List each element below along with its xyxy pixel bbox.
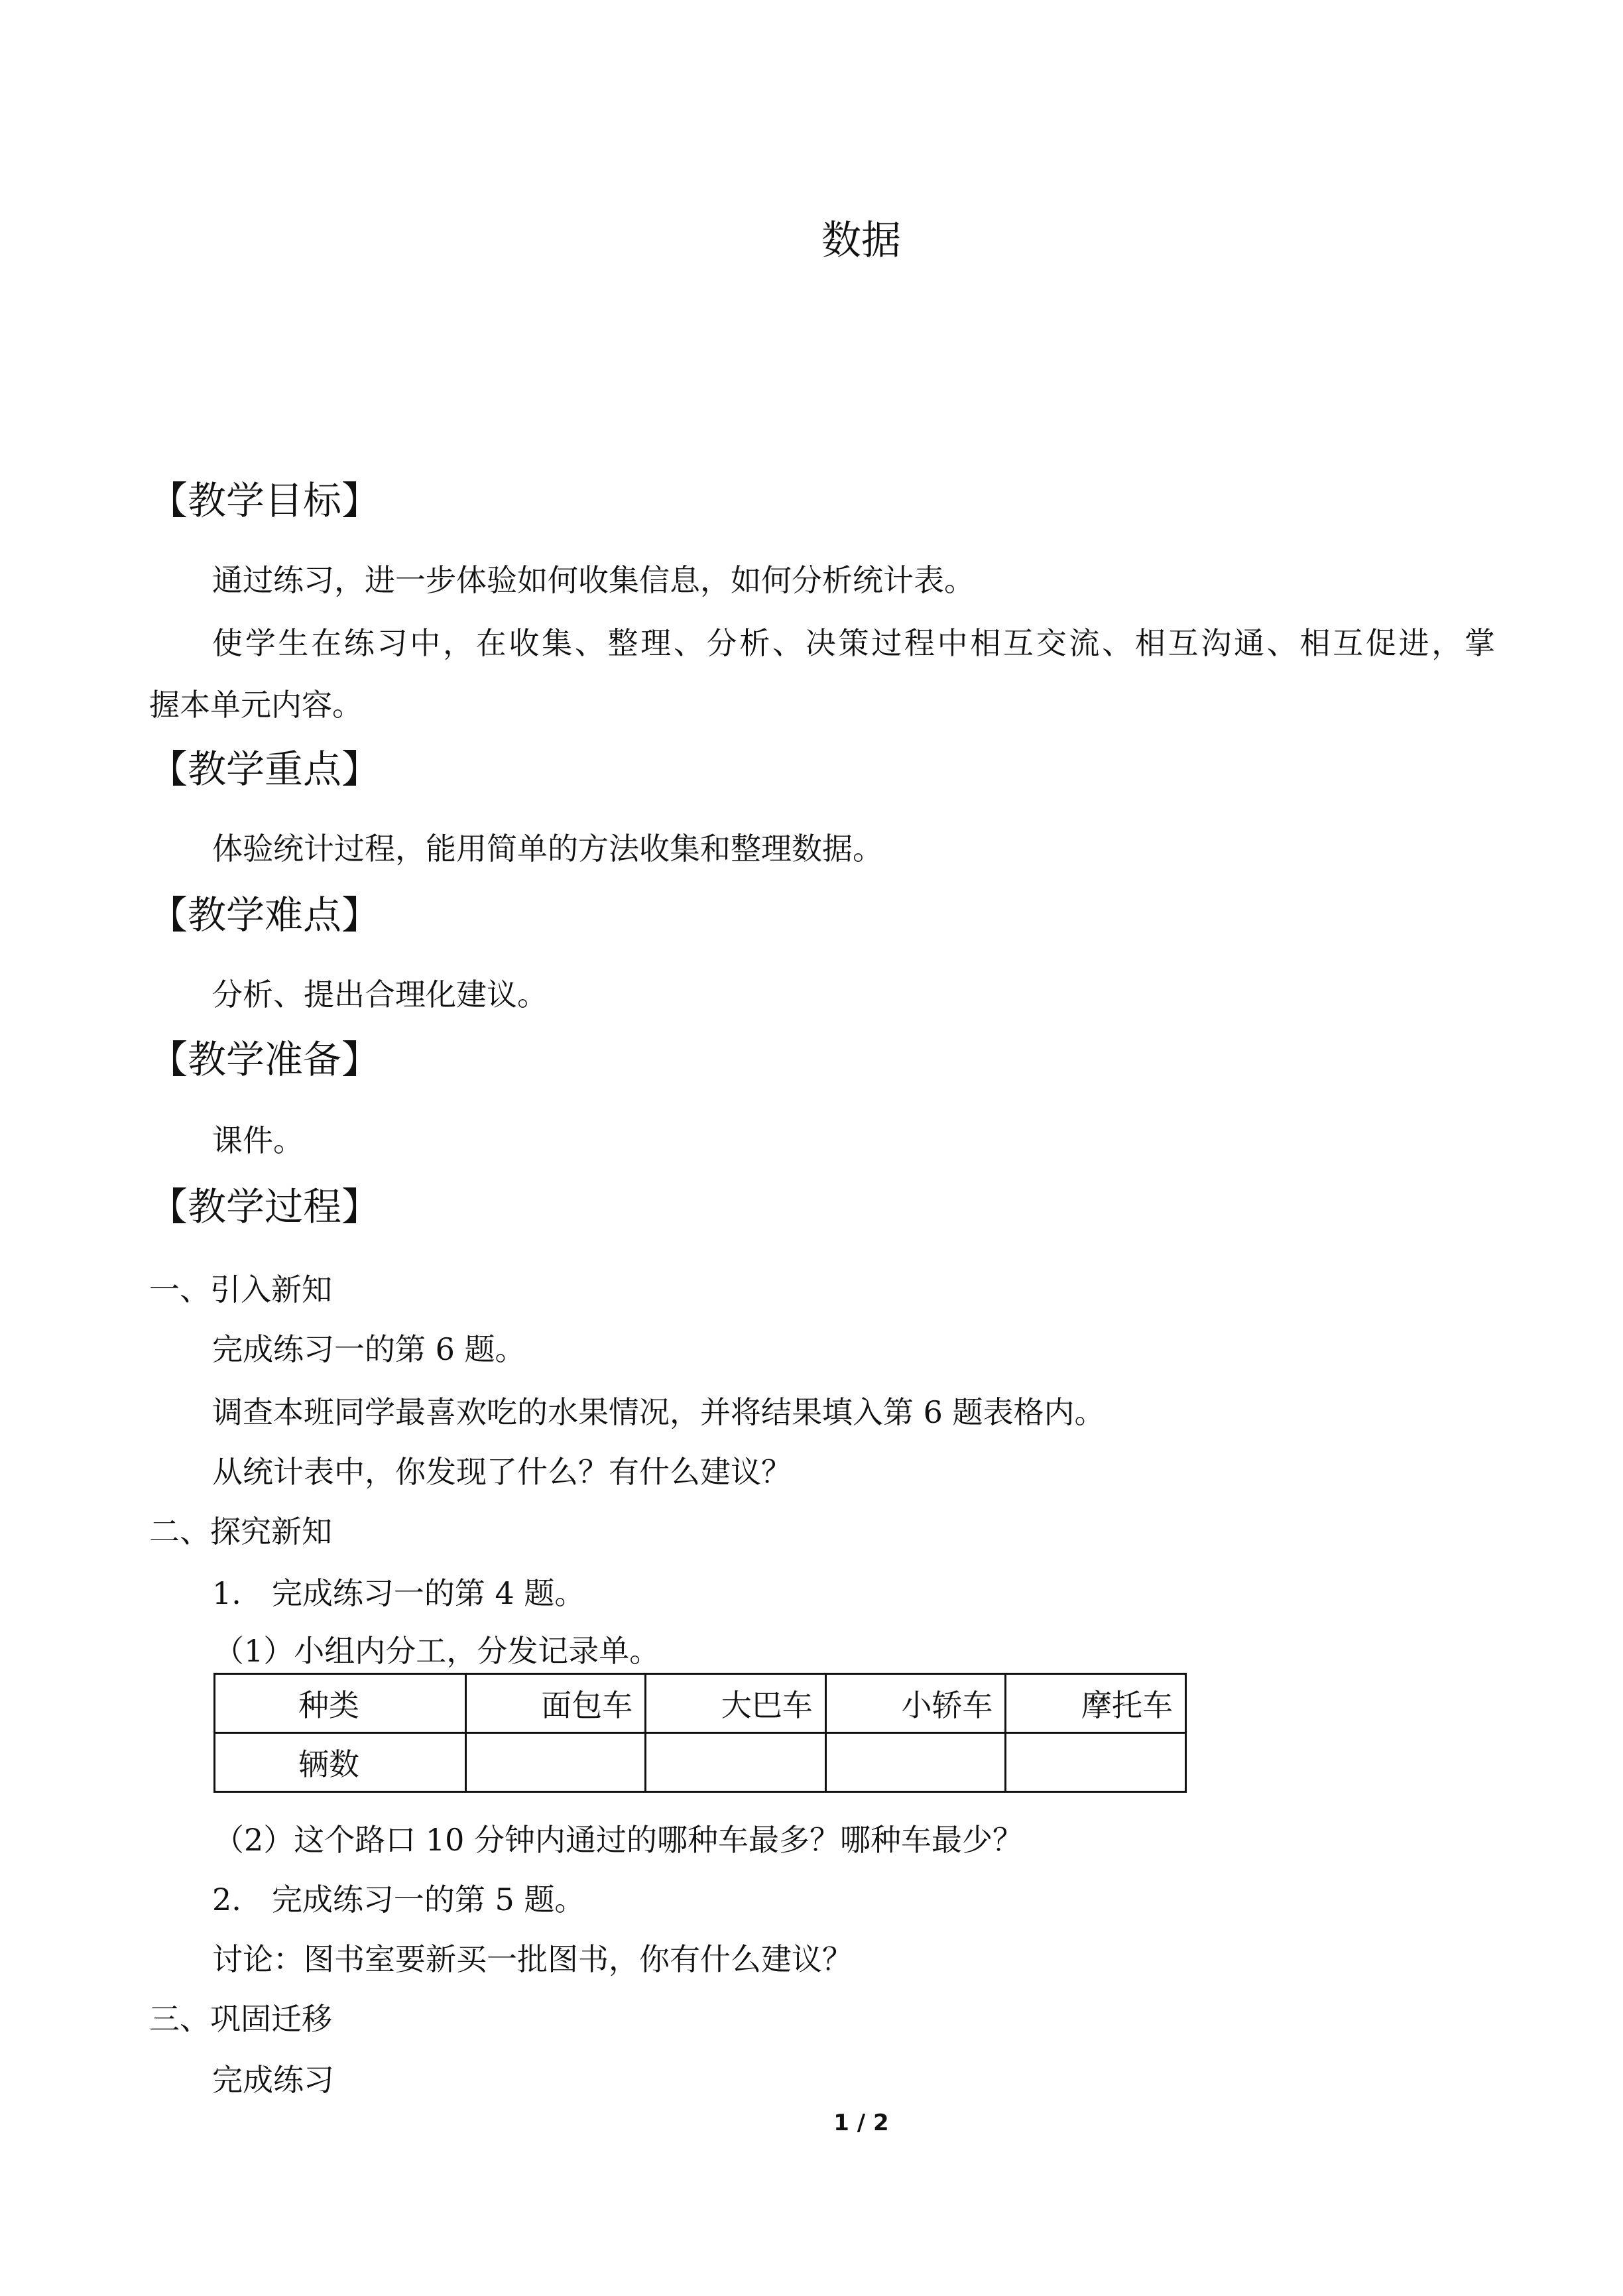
table-cell	[825, 1733, 1006, 1792]
page-number: 1 / 2	[833, 2110, 889, 2136]
objectives-paragraph-2a: 使学生在练习中，在收集、整理、分析、决策过程中相互交流、相互沟通、相互促进，掌	[212, 625, 1495, 661]
page-title: 数据	[821, 217, 901, 264]
table-header-cell: 面包车	[465, 1674, 646, 1733]
part2-line-3: （2）这个路口 10 分钟内通过的哪种车最多？哪种车最少？	[213, 1822, 1024, 1858]
part2-line-4: 2. 完成练习一的第 5 题。	[212, 1882, 585, 1917]
difficulties-paragraph: 分析、提出合理化建议。	[212, 977, 548, 1012]
table-header-cell: 种类	[215, 1674, 466, 1733]
preparation-paragraph: 课件。	[212, 1122, 304, 1158]
part2-line-5: 讨论：图书室要新买一批图书，你有什么建议？	[212, 1941, 853, 1977]
part2-title: 二、探究新知	[149, 1514, 332, 1549]
table-cell	[646, 1733, 826, 1792]
table-cell	[465, 1733, 646, 1792]
difficulties-heading: 【教学难点】	[149, 892, 381, 937]
table-cell	[1006, 1733, 1186, 1792]
part1-title: 一、引入新知	[149, 1272, 332, 1307]
table-header-cell: 小轿车	[825, 1674, 1006, 1733]
table-header-cell: 大巴车	[646, 1674, 826, 1733]
key-points-paragraph: 体验统计过程，能用简单的方法收集和整理数据。	[212, 831, 883, 867]
part2-line-1: 1. 完成练习一的第 4 题。	[212, 1575, 585, 1611]
part3-line-1: 完成练习	[212, 2062, 334, 2098]
preparation-heading: 【教学准备】	[149, 1037, 381, 1082]
table-header-cell: 摩托车	[1006, 1674, 1186, 1733]
part2-line-2: （1）小组内分工，分发记录单。	[213, 1633, 660, 1669]
part1-line-3: 从统计表中，你发现了什么？有什么建议？	[212, 1454, 792, 1490]
objectives-heading: 【教学目标】	[149, 478, 381, 523]
process-heading: 【教学过程】	[149, 1184, 381, 1229]
part1-line-2: 调查本班同学最喜欢吃的水果情况，并将结果填入第 6 题表格内。	[212, 1394, 1105, 1430]
vehicle-count-table	[213, 1673, 1187, 1793]
table-row-label: 辆数	[215, 1733, 466, 1792]
part1-line-1: 完成练习一的第 6 题。	[212, 1331, 526, 1367]
table-header-row	[215, 1674, 1186, 1733]
table-row	[215, 1733, 1186, 1792]
key-points-heading: 【教学重点】	[149, 747, 381, 792]
part3-title: 三、巩固迁移	[149, 2001, 332, 2037]
objectives-paragraph-1: 通过练习，进一步体验如何收集信息，如何分析统计表。	[212, 562, 975, 598]
objectives-paragraph-2b: 握本单元内容。	[149, 687, 363, 723]
